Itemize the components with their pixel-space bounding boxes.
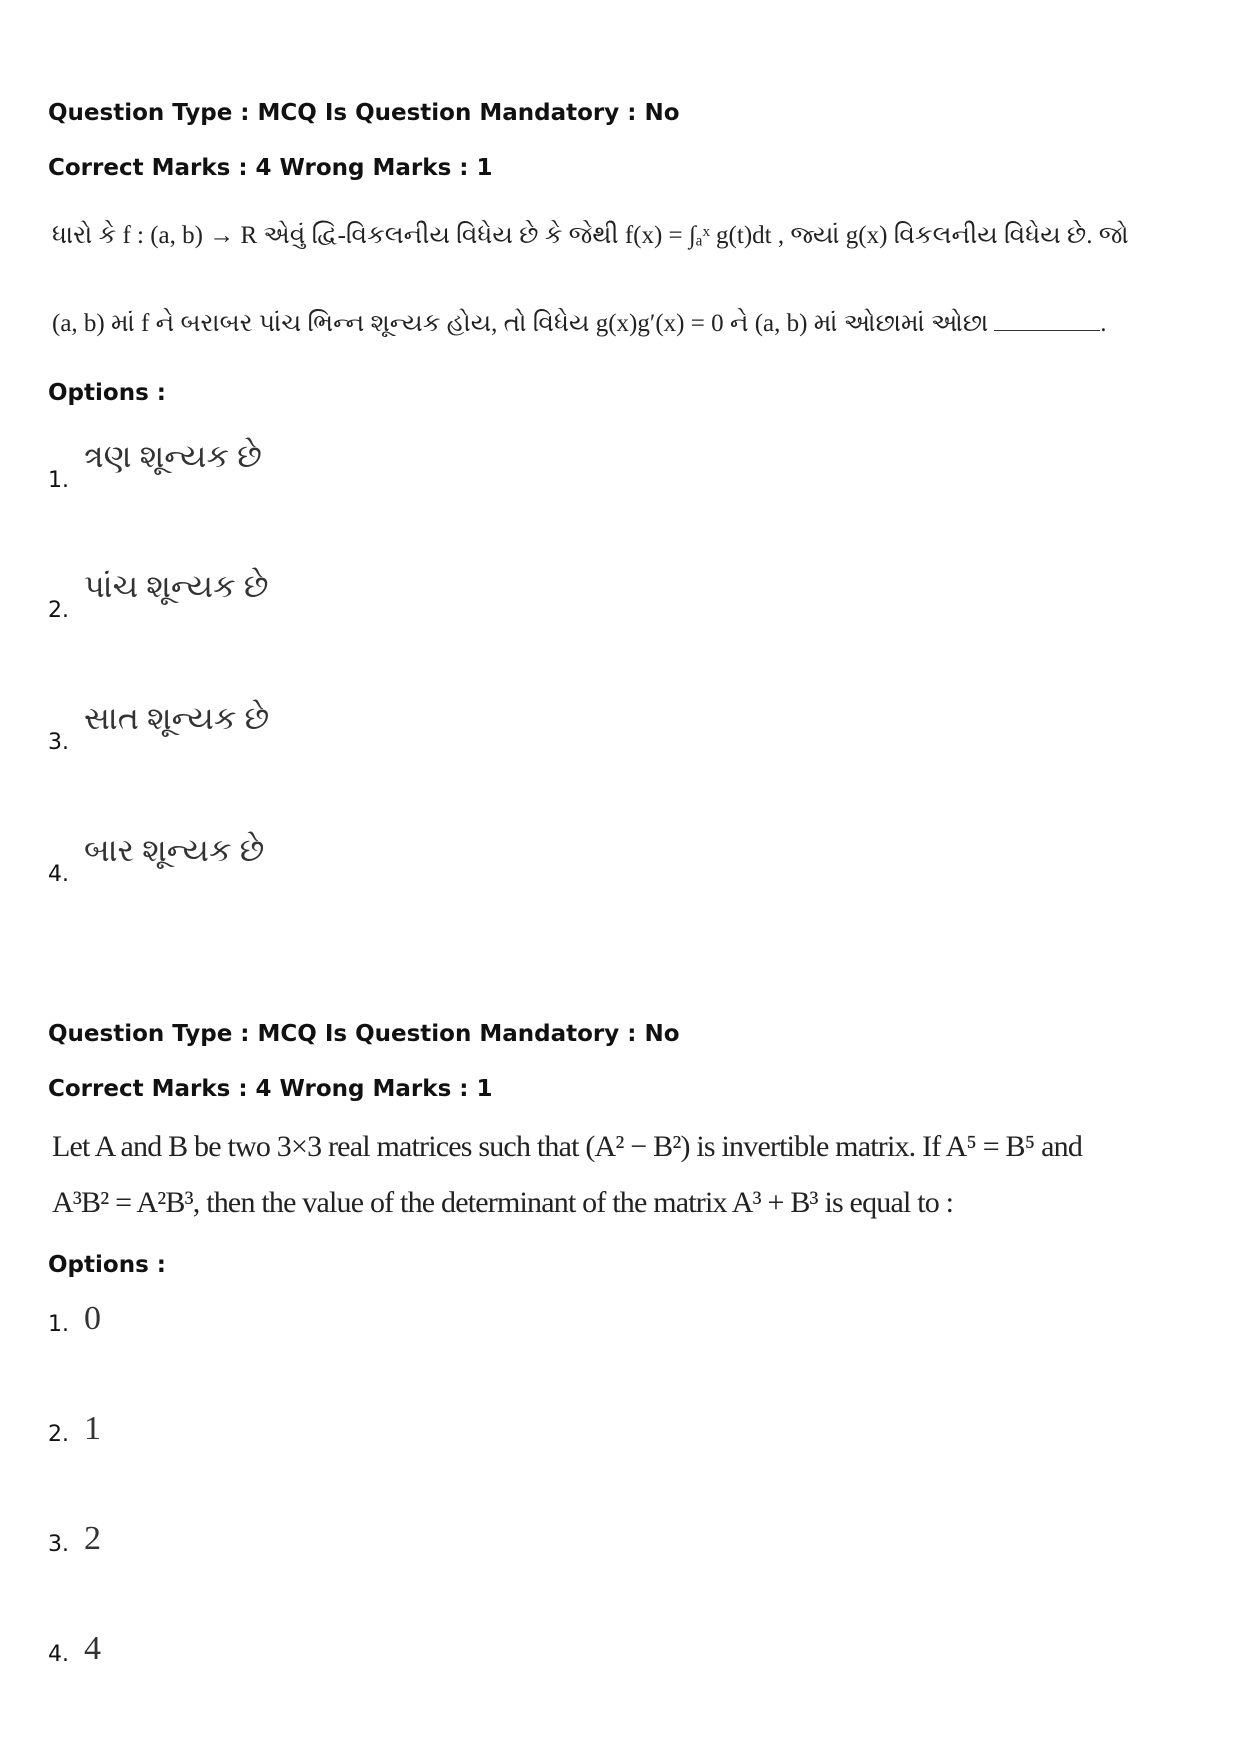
option-text[interactable]: 2 <box>84 1520 101 1557</box>
option-text[interactable]: બાર શૂન્યક છે <box>84 832 265 868</box>
option-text[interactable]: 4 <box>84 1630 101 1667</box>
option-number: 4. <box>48 1642 69 1667</box>
question-text-line-2 <box>52 310 1107 338</box>
option-number: 3. <box>48 730 69 755</box>
option-number: 4. <box>48 862 69 887</box>
marks-line: Correct Marks : 4 Wrong Marks : 1 <box>48 155 493 181</box>
options-label: Options : <box>48 1252 166 1278</box>
question-text-line-1: Let A and B be two 3×3 real matrices such that (A² − B²) is invertible matrix. If A⁵ = B⁵ and <box>52 1130 1083 1163</box>
question-text-end: . <box>1100 310 1107 337</box>
marks-line: Correct Marks : 4 Wrong Marks : 1 <box>48 1076 493 1102</box>
option-number: 2. <box>48 598 69 623</box>
question-type-line: Question Type : MCQ Is Question Mandatory : No <box>48 1021 680 1047</box>
option-text[interactable]: પાંચ શૂન્યક છે <box>84 568 269 604</box>
option-text[interactable]: ત્રણ શૂન્યક છે <box>84 438 262 474</box>
question-text-line-2: A³B² = A²B³, then the value of the determinant of the matrix A³ + B³ is equal to : <box>52 1186 954 1219</box>
question-text-line-1: ધારો કે f : (a, b) → R એવું દ્વિ-વિકલનીય વિધેય છે કે જેથી f(x) = ∫ₐˣ g(t)dt , જ્યાં g(x) વિકલનીય વિધેય છે. જો <box>52 222 1129 249</box>
option-number: 2. <box>48 1422 69 1447</box>
option-text[interactable]: 1 <box>84 1410 101 1447</box>
option-number: 3. <box>48 1532 69 1557</box>
question-text-line-2-body: (a, b) માં f ને બરાબર પાંચ ભિન્ન શૂન્યક હોય, તો વિધેય g(x)g′(x) = 0 ને (a, b) માં ઓછામાં ઓછા <box>52 310 989 337</box>
answer-blank <box>994 312 1100 331</box>
option-text[interactable]: સાત શૂન્યક છે <box>84 700 270 736</box>
option-number: 1. <box>48 1312 69 1337</box>
question-type-line: Question Type : MCQ Is Question Mandatory : No <box>48 100 680 126</box>
options-label: Options : <box>48 380 166 406</box>
option-text[interactable]: 0 <box>84 1300 101 1337</box>
option-number: 1. <box>48 468 69 493</box>
